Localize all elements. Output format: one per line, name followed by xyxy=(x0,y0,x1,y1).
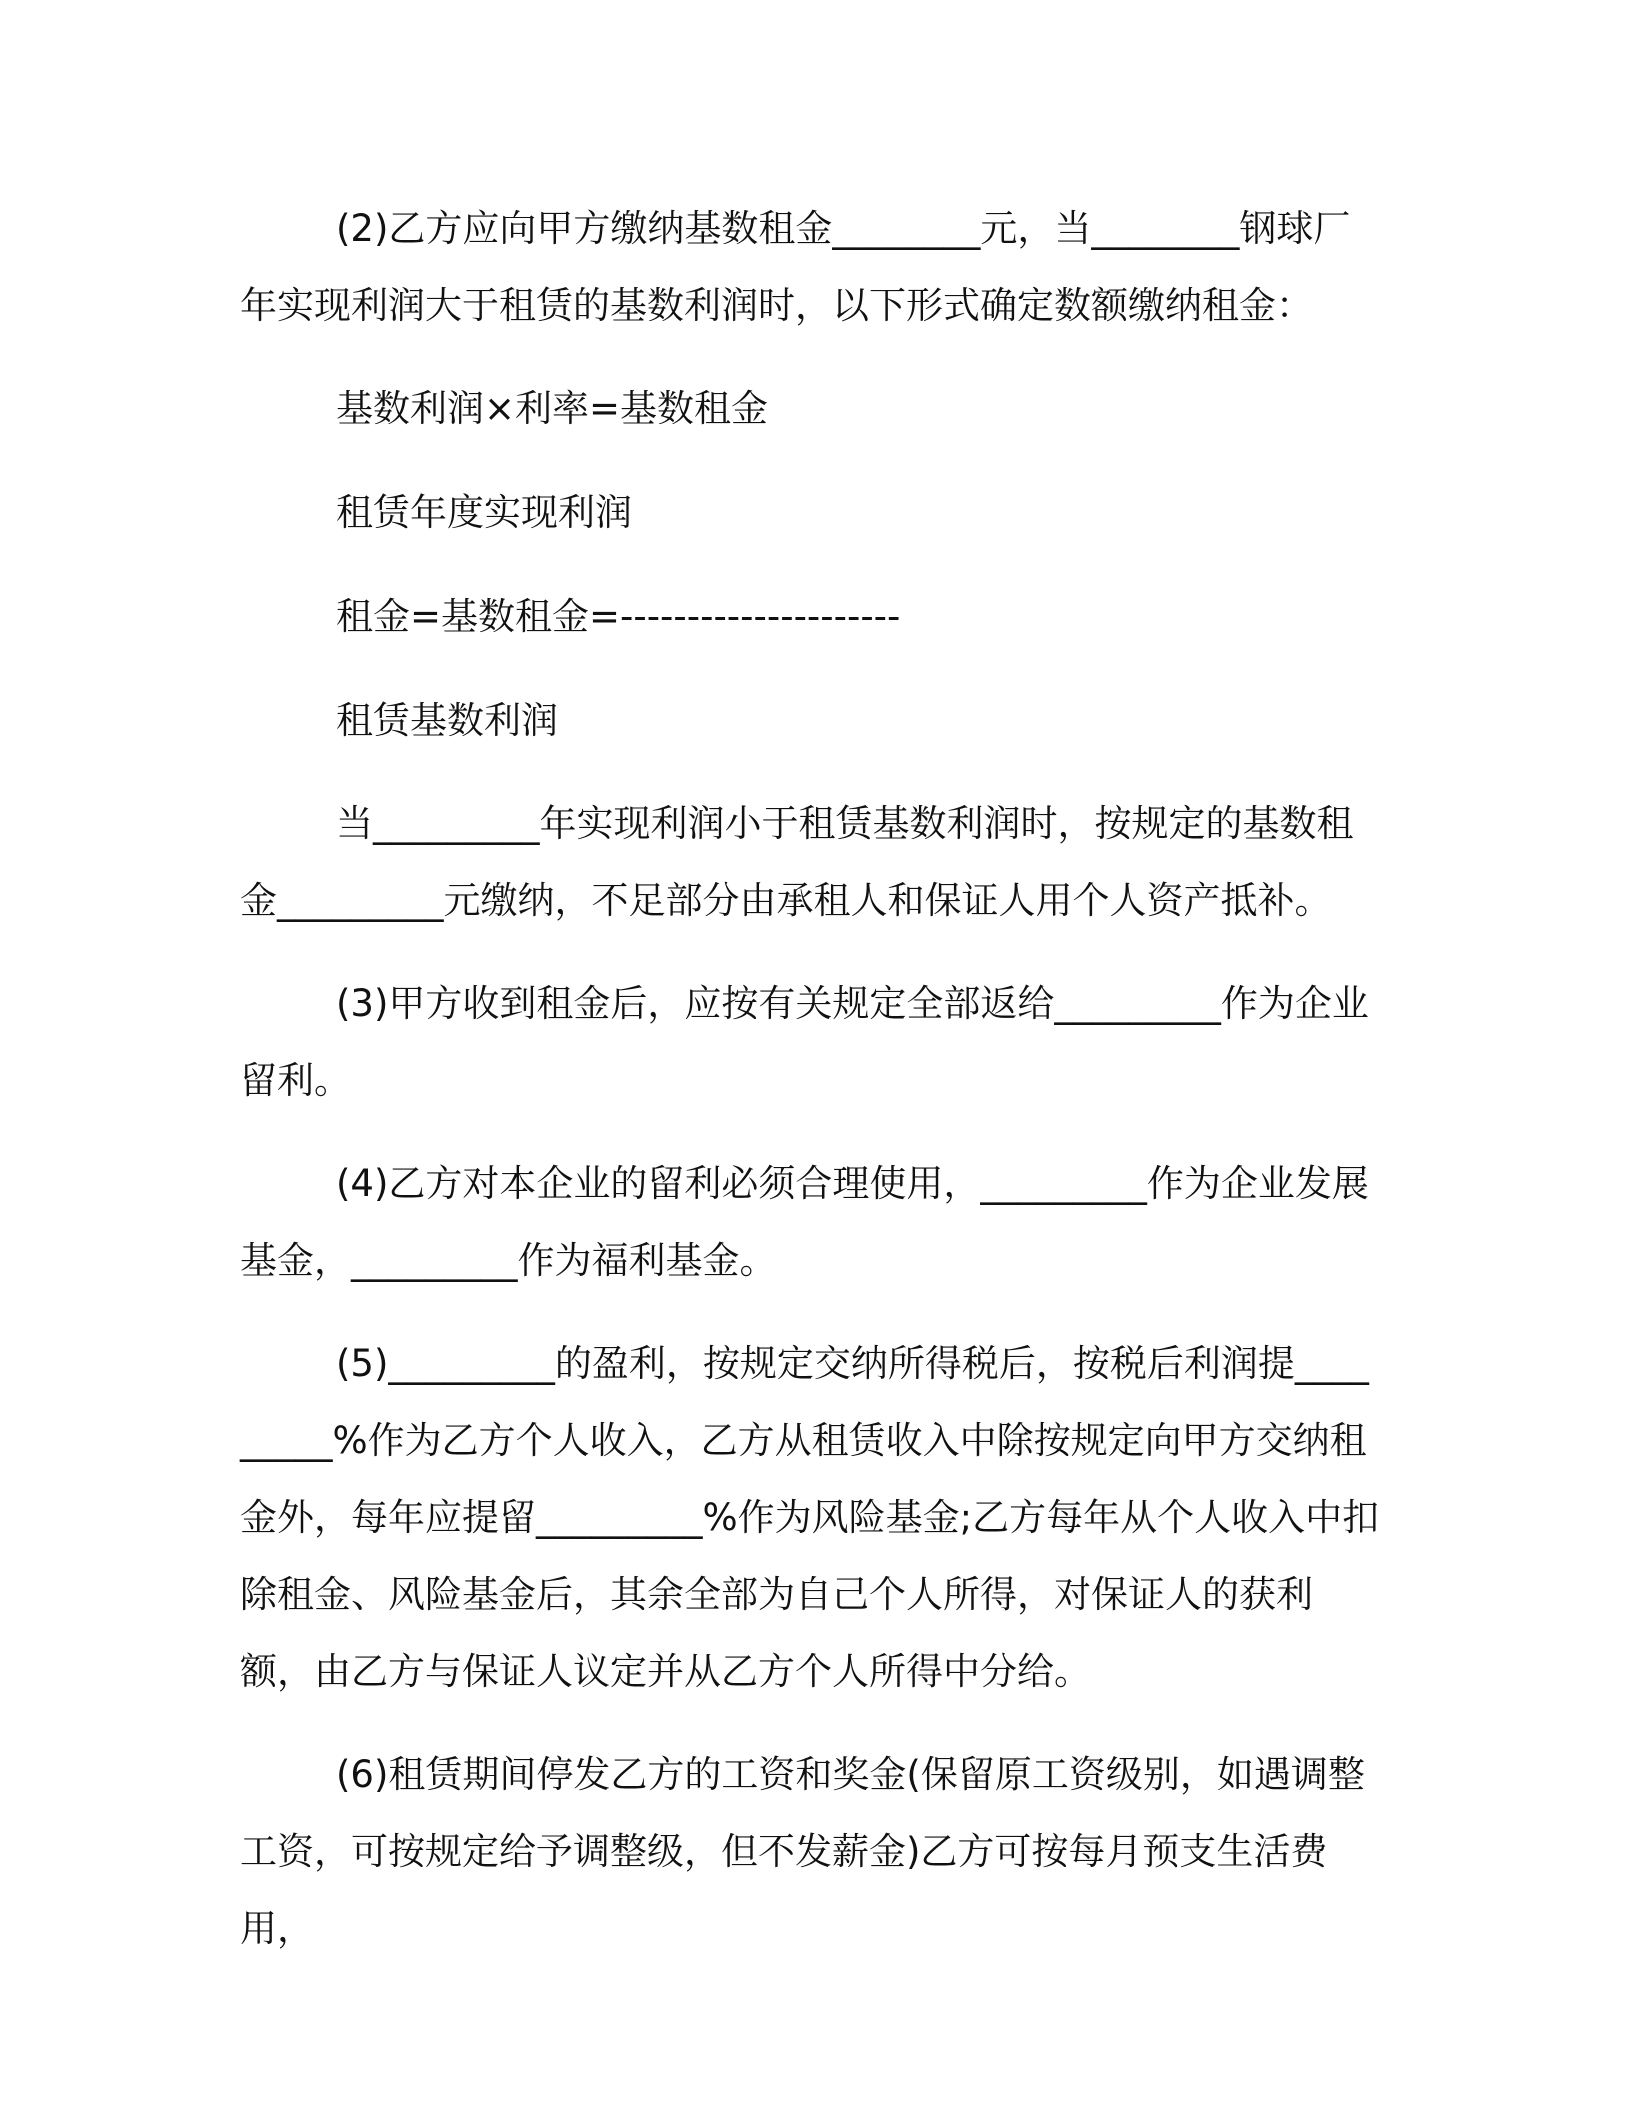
paragraph-clause-4: (4)乙方对本企业的留利必须合理使用，_________作为企业发展基金，_________作为福利基金。 xyxy=(240,1162,1369,1282)
formula-denominator: 租赁基数利润 xyxy=(336,699,558,742)
paragraph-clause-5: (5)_________的盈利，按规定交纳所得税后，按税后利润提_________%作为乙方个人收入，乙方从租赁收入中除按规定向甲方交纳租金外，每年应提留_________%作为风险基金;乙方每年从个人收入中扣除租金、风险基金后，其余全部为自己个人所得，对保证人的获利额，由乙方与保证人议定并从乙方个人所得中分给。 xyxy=(240,1342,1380,1693)
paragraph-clause-6: (6)租赁期间停发乙方的工资和奖金(保留原工资级别，如遇调整工资，可按规定给予调整级，但不发薪金)乙方可按每月预支生活费用， xyxy=(240,1753,1365,1950)
paragraph-shortfall: 当_________年实现利润小于租赁基数利润时，按规定的基数租金_________元缴纳，不足部分由承租人和保证人用个人资产抵补。 xyxy=(240,802,1354,922)
formula-numerator: 租赁年度实现利润 xyxy=(336,491,632,534)
paragraph-clause-3: (3)甲方收到租金后，应按有关规定全部返给_________作为企业留利。 xyxy=(240,982,1369,1102)
paragraph-base-rent: (2)乙方应向甲方缴纳基数租金________元，当________钢球厂年实现利润大于租赁的基数利润时，以下形式确定数额缴纳租金： xyxy=(240,207,1351,327)
formula-rent: 租金=基数租金=--------------------- xyxy=(336,595,901,638)
formula-base-rent: 基数利润×利率=基数租金 xyxy=(336,387,769,430)
document-page xyxy=(240,190,1380,1967)
